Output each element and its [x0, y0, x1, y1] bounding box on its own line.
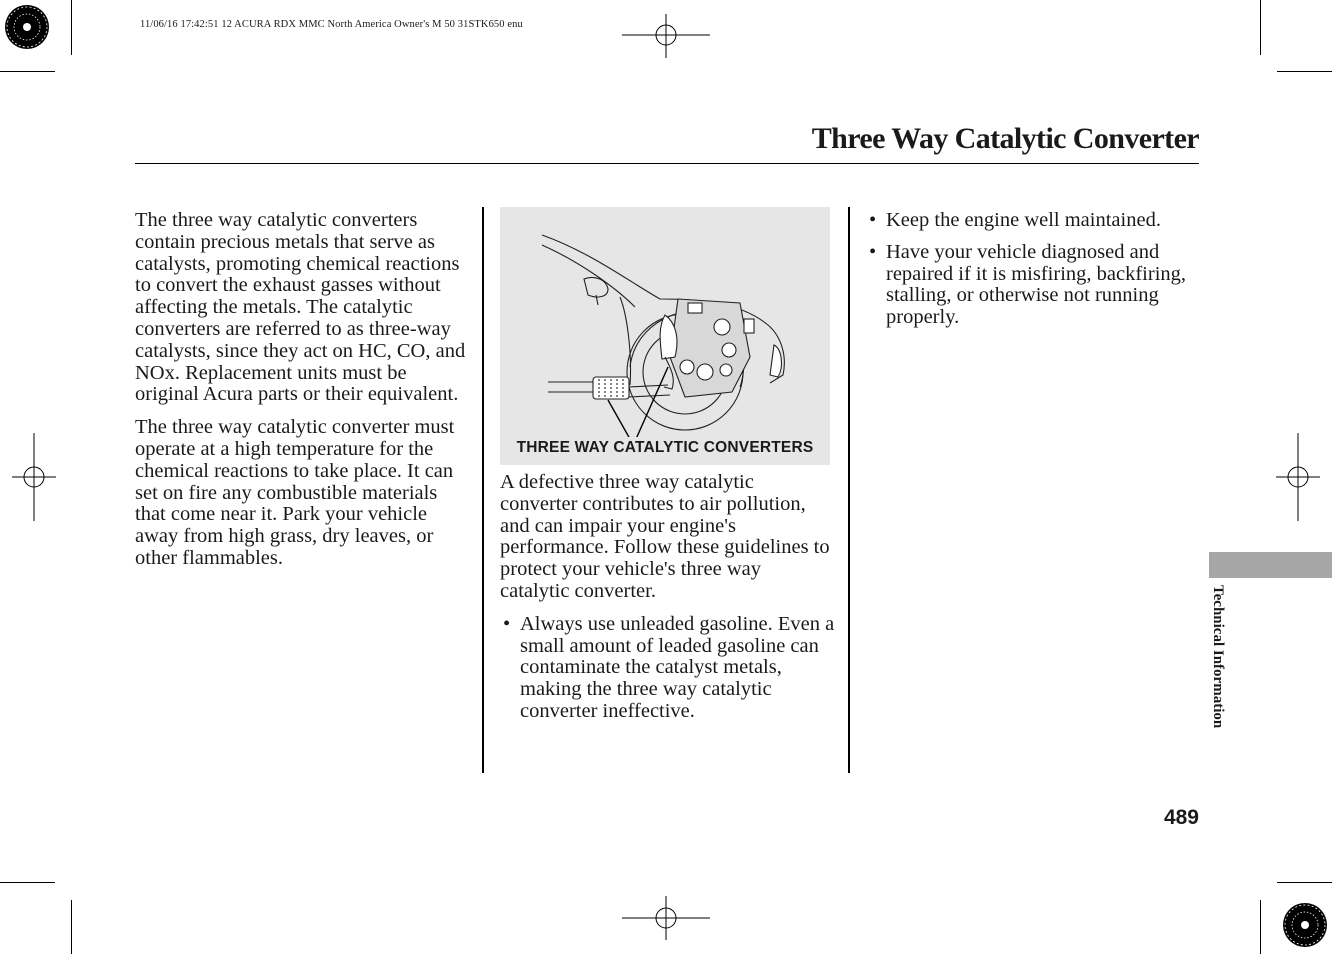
list-item: • Always use unleaded gasoline. Even a small amount of leaded gasoline can contaminate the catalyst metals, making the three way catalytic converter ineffective.: [503, 612, 835, 722]
list-item: • Have your vehicle diagnosed and repaired if it is misfiring, backfiring, stalling, or otherwise not running properly.: [869, 240, 1187, 329]
bullet-icon: •: [869, 240, 877, 263]
paragraph: The three way catalytic converters contain precious metals that serve as catalysts, promoting chemical reactions to convert the exhaust gasses without affecting the metals. The catalytic converters are referred to as three-way catalysts, since they act on HC, CO, and NOx. Replacement units must be original Acura parts or their equivalent.: [135, 209, 466, 406]
print-slug: 11/06/16 17:42:51 12 ACURA RDX MMC North America Owner's M 50 31STK650 enu: [140, 19, 523, 30]
bullet-icon: •: [503, 612, 511, 635]
registration-target-icon: [1278, 898, 1332, 952]
left-column: [135, 210, 470, 581]
middle-column: [500, 472, 835, 733]
page-title: Three Way Catalytic Converter: [811, 122, 1199, 155]
crosshair-icon: [1276, 433, 1320, 521]
right-column: [866, 210, 1196, 339]
crosshair-icon: [12, 433, 56, 521]
registration-target-icon: [0, 0, 54, 54]
header-rule: [135, 163, 1199, 164]
column-divider: [482, 207, 484, 773]
crosshair-icon: [622, 896, 710, 940]
page-number: 489: [1163, 806, 1199, 829]
crosshair-icon: [622, 14, 710, 58]
section-tab-label: Technical Information: [1210, 585, 1226, 729]
bullet-icon: •: [869, 209, 877, 231]
figure-panel: [500, 207, 830, 465]
paragraph: A defective three way catalytic converter contributes to air pollution, and can impair your engine's performance. Follow these guidelines to protect your vehicle's three way catalytic converter.: [500, 471, 830, 602]
catalytic-converter-illustration-icon: [500, 207, 830, 437]
column-divider: [848, 207, 850, 773]
section-tab: [1209, 552, 1332, 578]
paragraph: The three way catalytic converter must operate at a high temperature for the chemical reactions to take place. It can set on fire any combustible materials that come near it. Park your vehicle away from high grass, dry leaves, or other flammables.: [135, 416, 455, 569]
figure-caption: THREE WAY CATALYTIC CONVERTERS: [516, 439, 814, 456]
list-item: • Keep the engine well maintained.: [869, 209, 1161, 231]
